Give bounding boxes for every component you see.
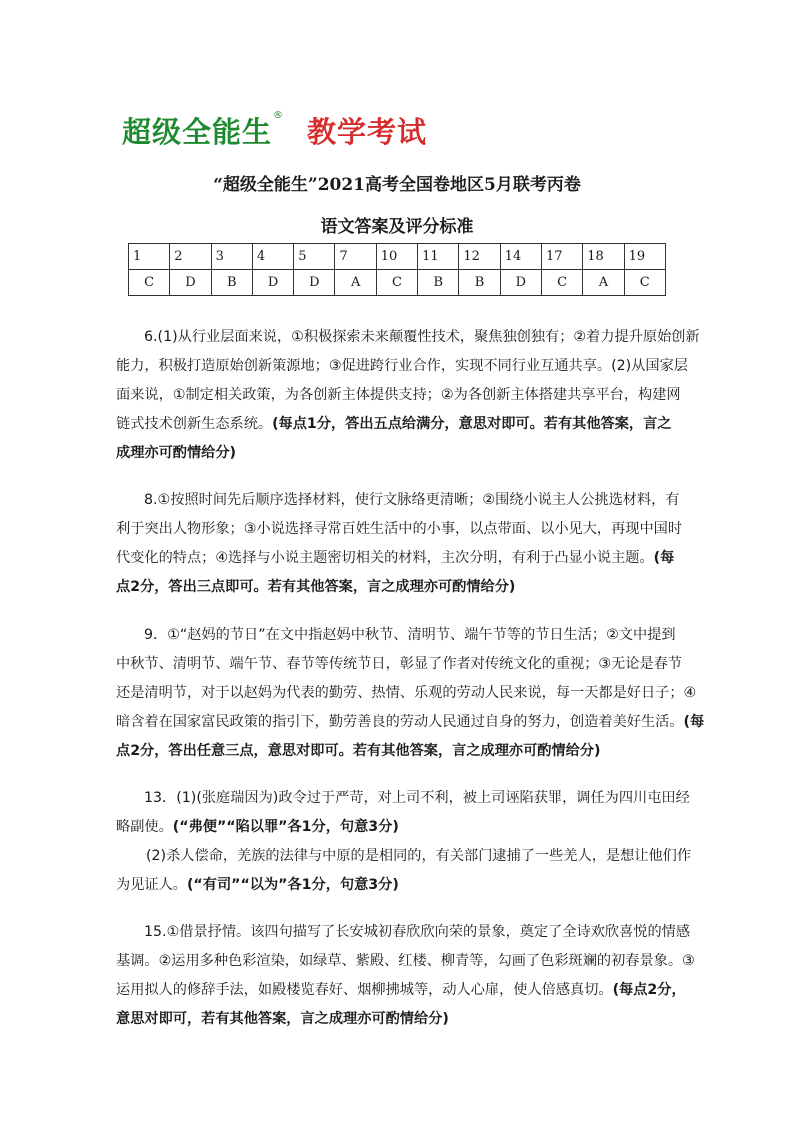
q13-line: 略副使。: [116, 819, 173, 835]
question-number: 19: [624, 244, 665, 270]
q9-line: 中秋节、清明节、端午节、春节等传统节日，彰显了作者对传统文化的重视；③无论是春节: [116, 656, 683, 672]
q9-scoring-note: 点2分，答出任意三点，意思对即可。若有其他答案，言之成理亦可酌情给分): [116, 743, 601, 759]
q13-scoring-note: (“弗便”“陷以罪”各1分，句意3分): [172, 819, 399, 835]
question-number: 7: [335, 244, 376, 270]
q15-line: 运用拟人的修辞手法，如殿楼览春好、烟柳拂城等，动人心扉，使人倍感真切。: [116, 982, 613, 998]
answer-cell: A: [583, 270, 624, 296]
answer-q8: [116, 486, 683, 602]
q13-scoring-note: (“有司”“以为”各1分，句意3分): [186, 877, 399, 893]
q8-line: 代变化的特点；④选择与小说主题密切相关的材料，主次分明，有利于凸显小说主题。: [116, 550, 654, 566]
answer-table: [128, 243, 666, 296]
question-number: 18: [583, 244, 624, 270]
q9-line: 还是清明节，对于以赵妈为代表的勤劳、热情、乐观的劳动人民来说，每一天都是好日子；④: [116, 685, 697, 701]
q9-line: 9．①“赵妈的节日”在文中指赵妈中秋节、清明节、端午节等的节日生活；②文中提到: [144, 627, 676, 643]
answer-cell: D: [170, 270, 211, 296]
answer-cell: C: [376, 270, 417, 296]
brand-logo: [122, 110, 427, 150]
document-subtitle: 语文答案及评分标准: [320, 217, 474, 237]
q13-line: 为见证人。: [116, 877, 187, 893]
q8-scoring-note: (每: [653, 550, 675, 566]
answer-cell: D: [294, 270, 335, 296]
question-number: 12: [459, 244, 500, 270]
question-number: 11: [418, 244, 459, 270]
answer-cell: B: [459, 270, 500, 296]
answer-q13: [116, 784, 692, 900]
answer-cell: C: [541, 270, 582, 296]
answer-q9: [116, 621, 705, 766]
q9-scoring-note: (每: [683, 714, 705, 730]
document-title: “超级全能生”2021高考全国卷地区5月联考丙卷: [213, 175, 581, 195]
q8-line: 8.①按照时间先后顺序选择材料，使行文脉络更清晰；②围绕小说主人公挑选材料，有: [144, 492, 680, 508]
q8-scoring-note: 点2分，答出三点即可。若有其他答案，言之成理亦可酌情给分): [116, 579, 516, 595]
question-number-row: [129, 244, 666, 270]
question-number: 5: [294, 244, 335, 270]
answer-cell: C: [129, 270, 170, 296]
q6-line: 6.(1)从行业层面来说，①积极探索未来颠覆性技术，聚焦独创独有；②着力提升原始创新: [144, 329, 700, 345]
question-number: 2: [170, 244, 211, 270]
answer-cell: A: [335, 270, 376, 296]
q13-line: 13．(1)(张庭瑞因为)政令过于严苛，对上司不利，被上司诬陷获罪，调任为四川屯田经: [144, 790, 690, 806]
q15-scoring-note: 意思对即可，若有其他答案，言之成理亦可酌情给分): [116, 1011, 449, 1027]
answer-cell: D: [252, 270, 293, 296]
question-number: 3: [211, 244, 252, 270]
answer-q6: [116, 323, 700, 468]
answer-cell: D: [500, 270, 541, 296]
question-number: 1: [129, 244, 170, 270]
answer-cell: B: [418, 270, 459, 296]
q6-line: 能力，积极打造原始创新策源地；③促进跨行业合作，实现不同行业互通共享。(2)从国家层: [116, 358, 688, 374]
q15-scoring-note: (每点2分，: [612, 982, 686, 998]
q6-line: 链式技术创新生态系统。: [116, 416, 273, 432]
logo-sub-text: 教学考试: [307, 115, 428, 149]
q9-line: 暗含着在国家富民政策的指引下，勤劳善良的劳动人民通过自身的努力，创造着美好生活。: [116, 714, 684, 730]
answer-q15: [116, 918, 695, 1034]
question-number: 10: [376, 244, 417, 270]
question-number: 14: [500, 244, 541, 270]
q6-scoring-note: (每点1分，答出五点给满分，意思对即可。若有其他答案，言之: [272, 416, 672, 432]
q6-scoring-note: 成理亦可酌情给分): [116, 445, 236, 461]
q13-line: (2)杀人偿命，羌族的法律与中原的是相同的，有关部门逮捕了一些羌人，是想让他们作: [146, 848, 692, 864]
question-number: 4: [252, 244, 293, 270]
q6-line: 面来说，①制定相关政策，为各创新主体提供支持；②为各创新主体搭建共享平台，构建网: [116, 387, 681, 403]
question-number: 17: [541, 244, 582, 270]
q15-line: 15.①借景抒情。该四句描写了长安城初春欣欣向荣的景象，奠定了全诗欢欣喜悦的情感: [144, 924, 691, 940]
answer-cell: B: [211, 270, 252, 296]
logo-brand-text: 超级全能生: [122, 115, 273, 149]
q8-line: 利于突出人物形象；③小说选择寻常百姓生活中的小事，以点带面、以小见大，再现中国时: [116, 521, 683, 537]
q15-line: 基调。②运用多种色彩渲染，如绿草、紫殿、红楼、柳青等，勾画了色彩斑斓的初春景象。③: [116, 953, 695, 969]
answer-cell: C: [624, 270, 665, 296]
answer-row: [129, 270, 666, 296]
registered-mark: ®: [273, 110, 284, 121]
